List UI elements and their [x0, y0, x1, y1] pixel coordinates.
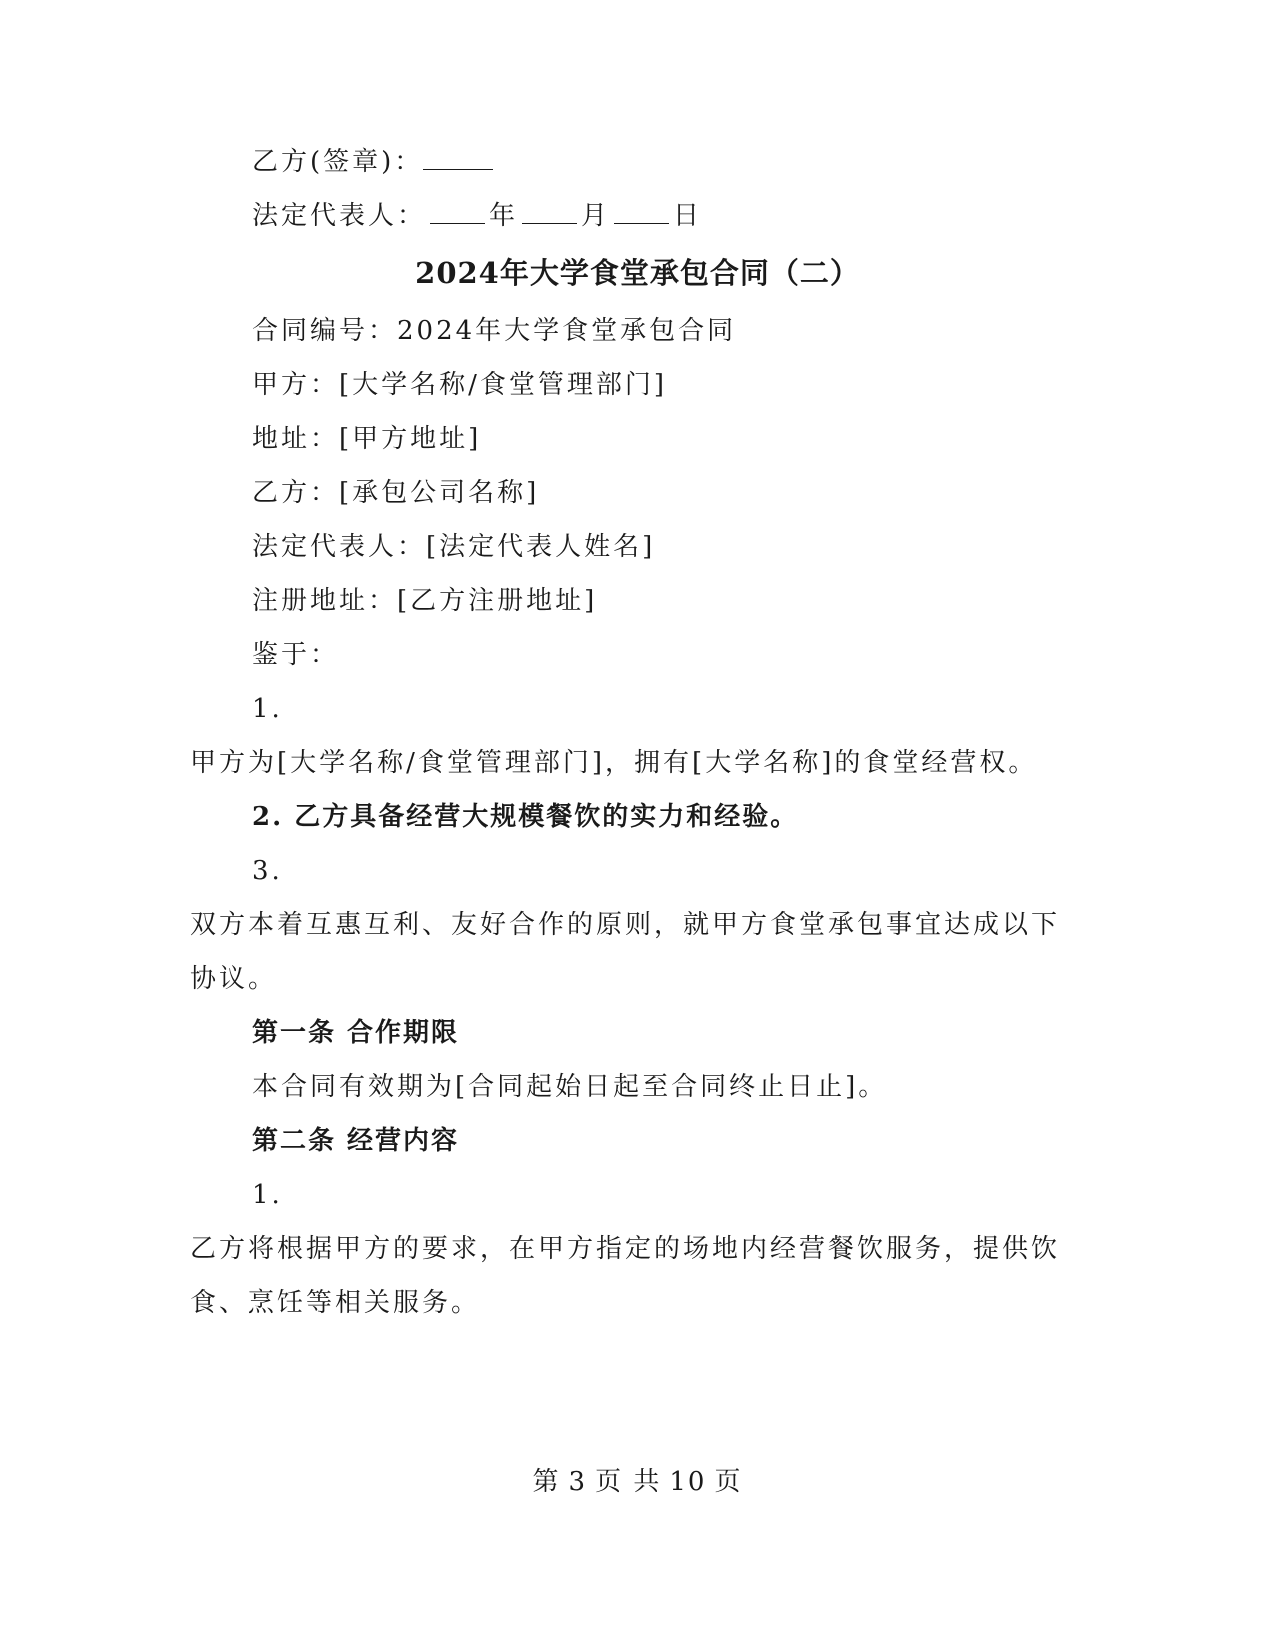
party-b-signature-line: [252, 145, 493, 179]
footer-total-pages: 10: [669, 1467, 707, 1497]
party-b-reg-address: 注册地址：[乙方注册地址]: [252, 586, 598, 616]
footer-mid: 页 共: [595, 1467, 662, 1497]
article1-heading: 第一条 合作期限: [252, 1018, 460, 1048]
document-title: 2024年大学食堂承包合同（二）: [415, 256, 860, 290]
contract-number: 合同编号：2024年大学食堂承包合同: [252, 316, 737, 346]
year-label: 年: [489, 201, 519, 231]
footer-suffix: 页: [714, 1467, 743, 1497]
whereas-label: 鉴于：: [252, 640, 340, 670]
month-label: 月: [581, 201, 611, 231]
day-blank: [614, 201, 669, 224]
article1-text: 本合同有效期为[合同起始日起至合同终止日止]。: [252, 1072, 888, 1102]
legal-rep-label: 法定代表人：: [252, 201, 427, 231]
whereas-item1-text: 甲方为[大学名称/食堂管理部门]，拥有[大学名称]的食堂经营权。: [190, 748, 1038, 778]
article2-item1-line2: 食、烹饪等相关服务。: [190, 1288, 481, 1318]
article2-item1-line1: 乙方将根据甲方的要求，在甲方指定的场地内经营餐饮服务，提供饮: [190, 1234, 1061, 1264]
article2-item1-number: 1.: [252, 1180, 283, 1210]
whereas-item1-number: 1.: [252, 694, 283, 724]
whereas-item3-line1: 双方本着互惠互利、友好合作的原则，就甲方食堂承包事宜达成以下: [190, 910, 1061, 940]
whereas-item2: 2. 乙方具备经营大规模餐饮的实力和经验。: [252, 802, 799, 832]
whereas-item3-line2: 协议。: [190, 964, 278, 994]
page-footer: [0, 1465, 1275, 1499]
footer-page-number: 3: [568, 1467, 588, 1497]
day-label: 日: [673, 201, 703, 231]
party-b-legal-rep: 法定代表人：[法定代表人姓名]: [252, 532, 656, 562]
month-blank: [522, 201, 577, 224]
signature-blank: [423, 147, 493, 170]
whereas-item3-number: 3.: [252, 856, 283, 886]
year-blank: [430, 201, 485, 224]
party-b-sign-label: 乙方(签章)：: [252, 147, 424, 177]
footer-prefix: 第: [532, 1467, 561, 1497]
party-a-address: 地址：[甲方地址]: [252, 424, 482, 454]
party-b: 乙方：[承包公司名称]: [252, 478, 540, 508]
article2-heading: 第二条 经营内容: [252, 1126, 460, 1156]
party-a: 甲方：[大学名称/食堂管理部门]: [252, 370, 668, 400]
legal-rep-date-line: [252, 199, 702, 233]
